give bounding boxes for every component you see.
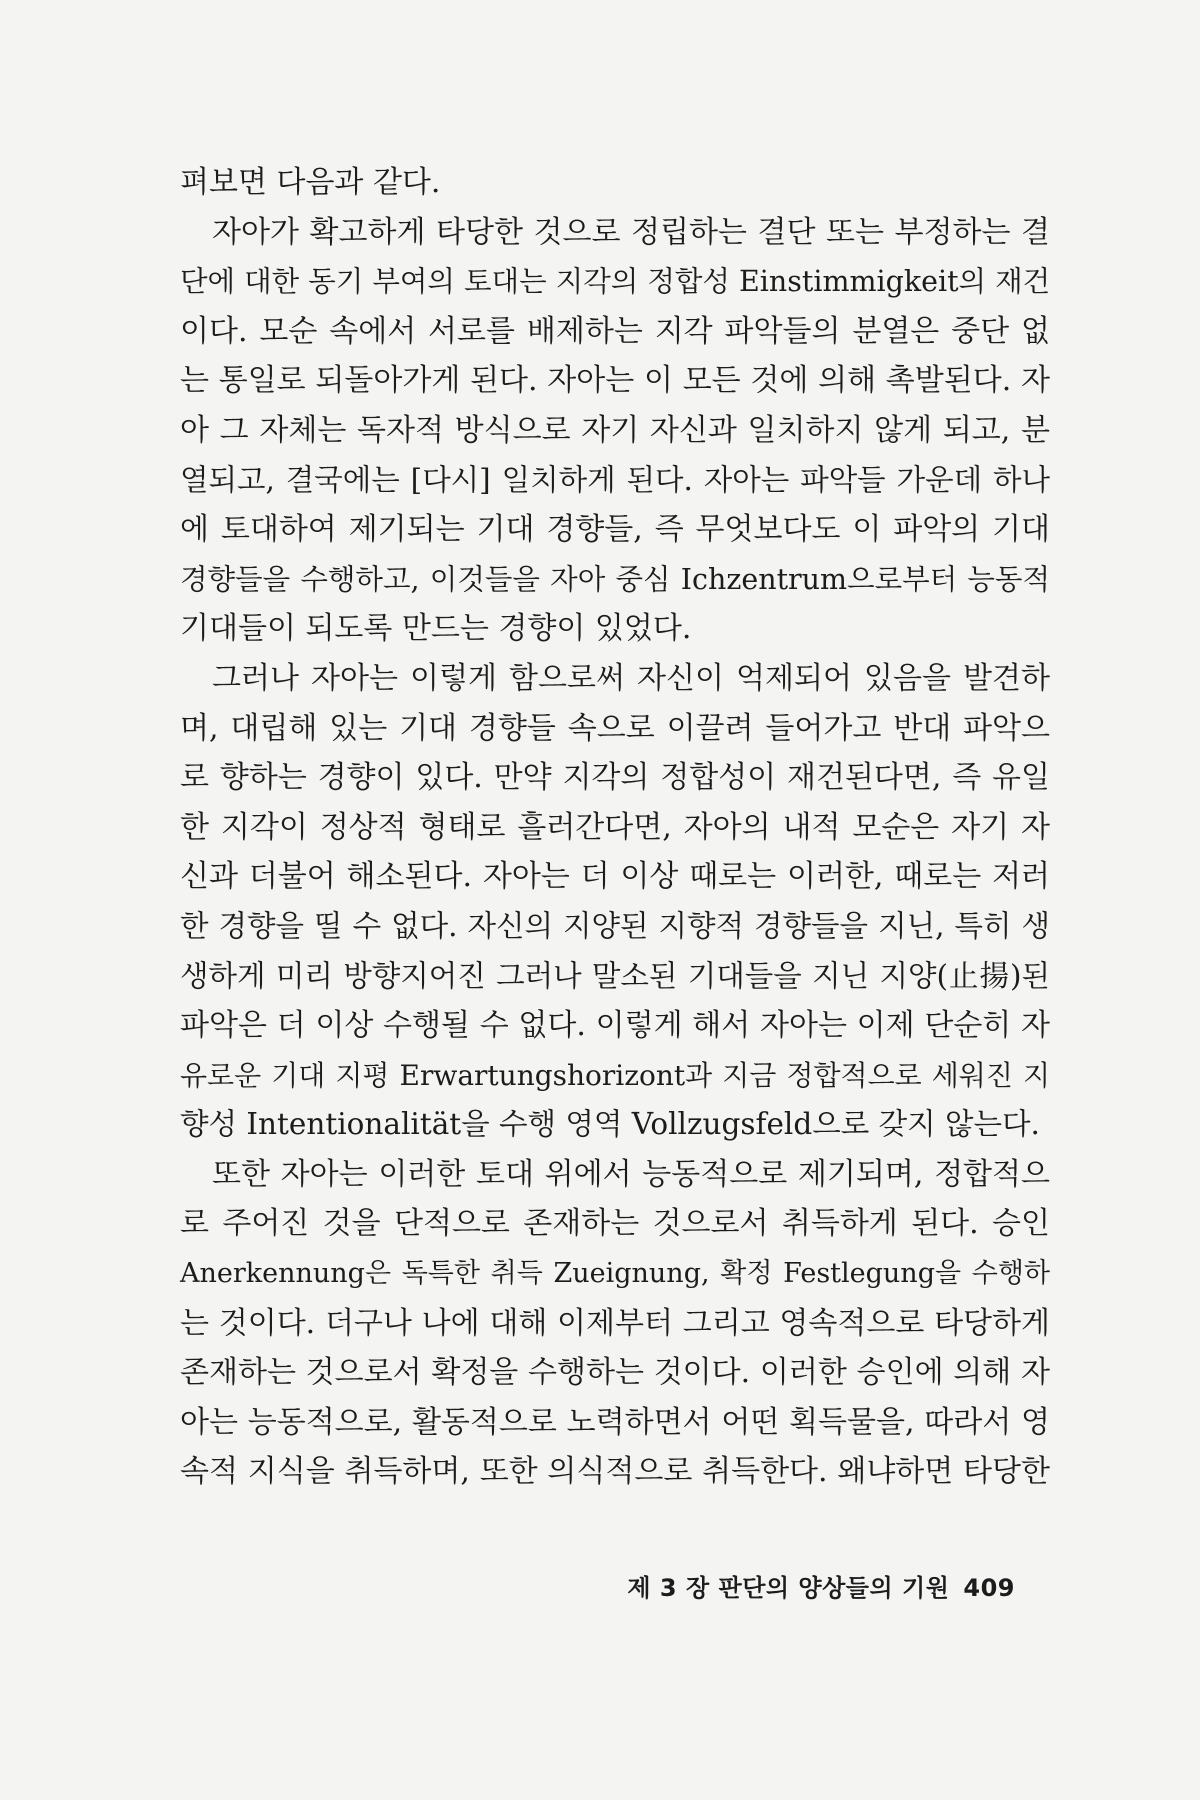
text-line: 자아가 확고하게 타당한 것으로 정립하는 결단 또는 부정하는 결	[212, 214, 1050, 250]
text-line: 로 향하는 경향이 있다. 만약 지각의 정합성이 재건된다면, 즉 유일	[180, 760, 1050, 796]
text-line: 에 토대하여 제기되는 기대 경향들, 즉 무엇보다도 이 파악의 기대	[180, 512, 1050, 548]
text-line: 한 지각이 정상적 형태로 흘러간다면, 자아의 내적 모순은 자기 자	[180, 809, 1050, 845]
running-title: 제 3 장 판단의 양상들의 기원	[627, 1574, 950, 1602]
page-number: 409	[963, 1574, 1015, 1602]
body-text	[180, 158, 1050, 1497]
text-line: 파악은 더 이상 수행될 수 없다. 이렇게 해서 자아는 이제 단순히 자	[180, 1008, 1050, 1044]
text-line: 는 것이다. 더구나 나에 대해 이제부터 그리고 영속적으로 타당하게	[180, 1305, 1050, 1341]
text-line: 는 통일로 되돌아가게 된다. 자아는 이 모든 것에 의해 촉발된다. 자	[180, 363, 1050, 399]
text-line: 로 주어진 것을 단적으로 존재하는 것으로서 취득하게 된다. 승인	[180, 1206, 1050, 1242]
text-line: 한 경향을 띨 수 없다. 자신의 지양된 지향적 경향들을 지닌, 특히 생	[180, 908, 1050, 943]
text-line: Anerkennung은 독특한 취득 Zueignung, 확정 Festlegung을 수행하	[180, 1258, 1050, 1290]
text-line: 이다. 모순 속에서 서로를 배제하는 지각 파악들의 분열은 중단 없	[180, 313, 1050, 349]
text-line: 아 그 자체는 독자적 방식으로 자기 자신과 일치하지 않게 되고, 분	[180, 412, 1050, 448]
text-line: 열되고, 결국에는 [다시] 일치하게 된다. 자아는 파악들 가운데 하나	[180, 462, 1050, 497]
text-line: 또한 자아는 이러한 토대 위에서 능동적으로 제기되며, 정합적으	[212, 1156, 1050, 1192]
text-line: 펴보면 다음과 같다.	[180, 165, 441, 200]
text-line: 며, 대립해 있는 기대 경향들 속으로 이끌려 들어가고 반대 파악으	[180, 710, 1050, 746]
text-line: 생하게 미리 방향지어진 그러나 말소된 기대들을 지닌 지양(止揚)된	[180, 958, 1050, 993]
text-line: 속적 지식을 취득하며, 또한 의식적으로 취득한다. 왜냐하면 타당한	[180, 1454, 1050, 1490]
text-line: 그러나 자아는 이렇게 함으로써 자신이 억제되어 있음을 발견하	[212, 660, 1050, 696]
page-footer	[627, 1568, 1015, 1603]
text-line: 경향들을 수행하고, 이것들을 자아 중심 Ichzentrum으로부터 능동적	[180, 562, 1050, 596]
text-line: 기대들이 되도록 만드는 경향이 있었다.	[180, 611, 692, 647]
text-line: 향성 Intentionalität을 수행 영역 Vollzugsfeld으로 갖지 않는다.	[180, 1107, 1040, 1142]
text-line: 유로운 기대 지평 Erwartungshorizont과 지금 정합적으로 세워진 지	[180, 1058, 1050, 1092]
text-line: 단에 대한 동기 부여의 토대는 지각의 정합성 Einstimmigkeit의 재건	[180, 265, 1051, 299]
text-line: 아는 능동적으로, 활동적으로 노력하면서 어떤 획득물을, 따라서 영	[180, 1404, 1050, 1440]
text-line: 신과 더불어 해소된다. 자아는 더 이상 때로는 이러한, 때로는 저러	[180, 859, 1050, 895]
text-line: 존재하는 것으로서 확정을 수행하는 것이다. 이러한 승인에 의해 자	[180, 1355, 1050, 1391]
